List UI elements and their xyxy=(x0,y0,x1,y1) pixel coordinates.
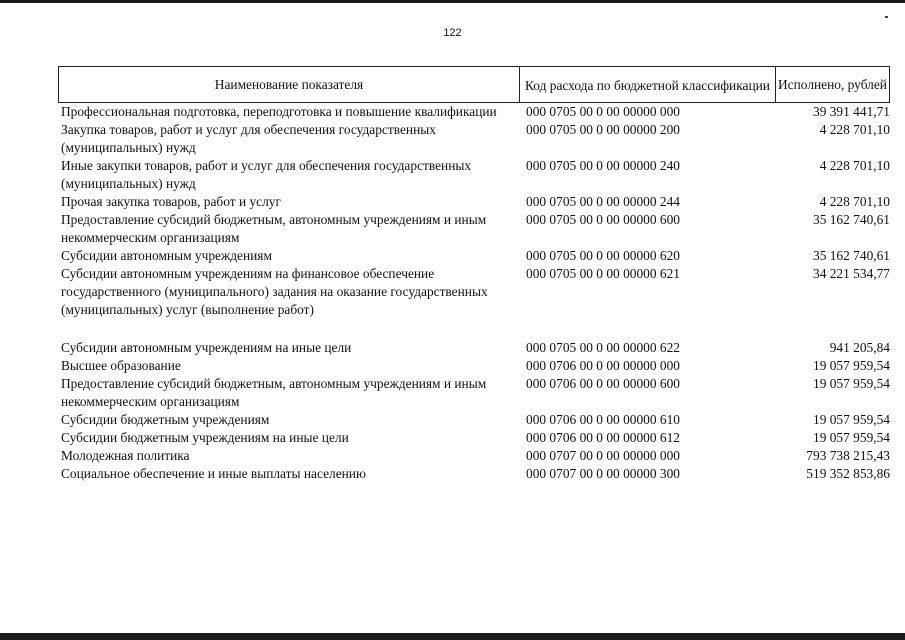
page-number: 122 xyxy=(443,27,462,39)
row-code: 000 0707 00 0 00 00000 300 xyxy=(526,466,680,481)
row-code: 000 0705 00 0 00 00000 000 xyxy=(526,104,680,119)
row-amount: 519 352 853,86 xyxy=(806,466,890,481)
row-code: 000 0706 00 0 00 00000 610 xyxy=(526,412,680,427)
row-name: Закупка товаров, работ и услуг для обеспечения государственных (муниципальных) нужд xyxy=(61,122,436,155)
row-amount: 35 162 740,61 xyxy=(813,248,890,263)
row-amount: 4 228 701,10 xyxy=(819,194,890,209)
table-row xyxy=(58,121,890,157)
scan-top-border xyxy=(0,0,905,3)
row-code: 000 0705 00 0 00 00000 244 xyxy=(526,194,680,209)
row-amount: 19 057 959,54 xyxy=(813,376,890,391)
scan-bottom-border xyxy=(0,633,905,640)
row-code: 000 0705 00 0 00 00000 600 xyxy=(526,212,680,227)
row-code: 000 0706 00 0 00 00000 612 xyxy=(526,430,680,445)
table-row xyxy=(58,447,890,465)
table-row xyxy=(58,357,890,375)
table-row xyxy=(58,247,890,265)
row-amount: 941 205,84 xyxy=(829,340,890,355)
row-name: Прочая закупка товаров, работ и услуг xyxy=(61,194,281,209)
scan-speck xyxy=(885,16,888,18)
row-amount: 34 221 534,77 xyxy=(813,266,890,281)
row-name: Высшее образование xyxy=(61,358,181,373)
row-amount: 4 228 701,10 xyxy=(819,158,890,173)
row-amount: 35 162 740,61 xyxy=(813,212,890,227)
row-name: Социальное обеспечение и иные выплаты населению xyxy=(61,466,366,481)
row-amount: 19 057 959,54 xyxy=(813,412,890,427)
row-amount: 19 057 959,54 xyxy=(813,430,890,445)
row-name: Субсидии автономным учреждениям на иные цели xyxy=(61,340,352,355)
table-row xyxy=(58,103,890,121)
table-row xyxy=(58,465,890,483)
budget-table xyxy=(58,66,890,483)
row-name: Субсидии бюджетным учреждениям на иные цели xyxy=(61,430,349,445)
row-name: Иные закупки товаров, работ и услуг для обеспечения государственных (муниципальных) нужд xyxy=(61,158,472,191)
table-row xyxy=(58,211,890,247)
table-row xyxy=(58,375,890,411)
row-amount: 4 228 701,10 xyxy=(819,122,890,137)
row-amount: 39 391 441,71 xyxy=(813,104,890,119)
row-amount: 793 738 215,43 xyxy=(806,448,890,463)
row-code: 000 0705 00 0 00 00000 622 xyxy=(526,340,680,355)
row-name: Молодежная политика xyxy=(61,448,190,463)
table-header xyxy=(58,66,890,103)
row-name: Предоставление субсидий бюджетным, автономным учреждениям и иным некоммерческим организациям xyxy=(61,376,487,409)
row-code: 000 0705 00 0 00 00000 240 xyxy=(526,158,680,173)
row-amount: 19 057 959,54 xyxy=(813,358,890,373)
row-code: 000 0705 00 0 00 00000 620 xyxy=(526,248,680,263)
row-gap xyxy=(58,319,890,339)
row-name: Субсидии автономным учреждениям на финансовое обеспечение государственного (муниципального) задания на оказание государственных (муниципальных) услуг (выполнение работ) xyxy=(61,266,488,317)
table-row xyxy=(58,193,890,211)
row-name: Субсидии автономным учреждениям xyxy=(61,248,272,263)
row-code: 000 0707 00 0 00 00000 000 xyxy=(526,448,680,463)
table-row xyxy=(58,411,890,429)
row-code: 000 0705 00 0 00 00000 200 xyxy=(526,122,680,137)
header-code: Код расхода по бюджетной классификации xyxy=(519,67,776,102)
row-name: Профессиональная подготовка, переподготовка и повышение квалификации xyxy=(61,104,497,119)
table-row xyxy=(58,157,890,193)
row-name: Предоставление субсидий бюджетным, автономным учреждениям и иным некоммерческим организациям xyxy=(61,212,487,245)
row-code: 000 0706 00 0 00 00000 600 xyxy=(526,376,680,391)
header-name: Наименование показателя xyxy=(214,77,364,92)
row-code: 000 0706 00 0 00 00000 000 xyxy=(526,358,680,373)
row-code: 000 0705 00 0 00 00000 621 xyxy=(526,266,680,281)
table-row xyxy=(58,339,890,357)
header-executed: Исполнено, рублей xyxy=(778,77,887,92)
table-row xyxy=(58,265,890,319)
row-name: Субсидии бюджетным учреждениям xyxy=(61,412,270,427)
table-row xyxy=(58,429,890,447)
